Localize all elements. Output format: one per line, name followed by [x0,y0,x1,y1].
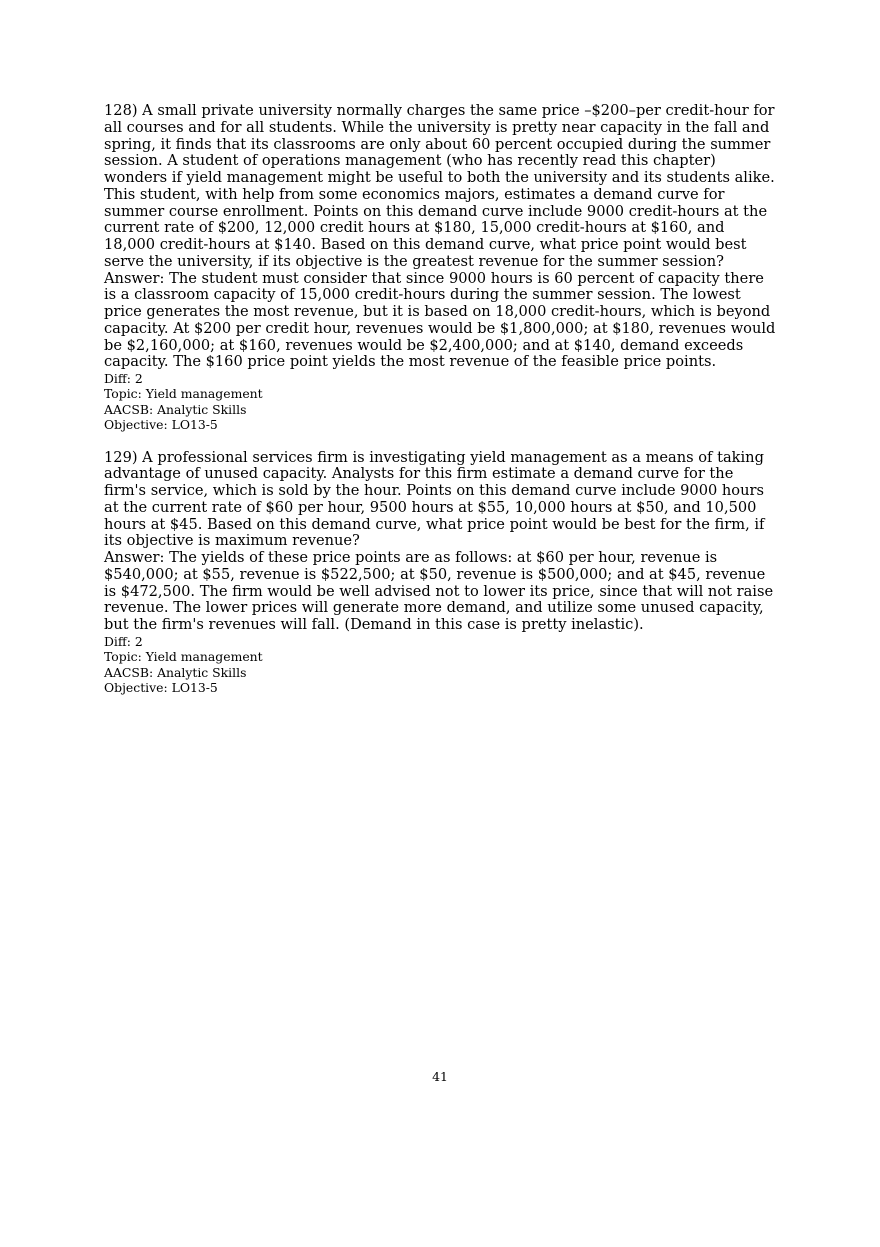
question-topic: Topic: Yield management [104,386,263,402]
question-aacsb: AACSB: Analytic Skills [104,664,247,680]
question-answer: Answer: The student must consider that since 9000 hours is 60 percent of capacity there is a classroom capacity of 15,000 credit-hours during the summer session. The lowest price generates the most revenue, but it is based on 18,000 credit-hours, which is beyond capacity. At $200 per credit hour, revenues would be $1,800,000; at $180, revenues would be $2,160,000; at $160, revenues would be $2,400,000; and at $140, demand exceeds capacity. The $160 price point yields the most revenue of the feasible price points. [104,269,776,371]
question-129 [104,450,780,696]
page-content [104,103,780,696]
question-objective: Objective: LO13-5 [104,417,218,433]
page-number: 41 [432,1069,448,1084]
question-topic: Topic: Yield management [104,649,263,665]
question-difficulty: Diff: 2 [104,633,143,649]
question-text: 128) A small private university normally charges the same price –$200–per credit-hour for all courses and for all students. While the university is pretty near capacity in the fall and spring, it finds that its classrooms are only about 60 percent occupied during the summer session. A student of operations management (who has recently read this chapter) wonders if yield management might be useful to both the university and its students alike. This student, with help from some economics majors, estimates a demand curve for summer course enrollment. Points on this demand curve include 9000 credit-hours at the current rate of $200, 12,000 credit hours at $180, 15,000 credit-hours at $160, and 18,000 credit-hours at $140. Based on this demand curve, what price point would best serve the university, if its objective is the greatest revenue for the summer session? [104,102,775,270]
question-aacsb: AACSB: Analytic Skills [104,401,247,417]
question-text: 129) A professional services firm is investigating yield management as a means of taking advantage of unused capacity. Analysts for this firm estimate a demand curve for the firm's service, which is sold by the hour. Points on this demand curve include 9000 hours at the current rate of $60 per hour, 9500 hours at $55, 10,000 hours at $50, and 10,500 hours at $45. Based on this demand curve, what price point would be best for the firm, if its objective is maximum revenue? [104,448,765,550]
question-128 [104,103,780,433]
question-answer: Answer: The yields of these price points are as follows: at $60 per hour, revenue is $540,000; at $55, revenue is $522,500; at $50, revenue is $500,000; and at $45, revenue is $472,500. The firm would be well advised not to lower its price, since that will not raise revenue. The lower prices will generate more demand, and utilize some unused capacity, but the firm's revenues will fall. (Demand in this case is pretty inelastic). [104,549,774,634]
question-difficulty: Diff: 2 [104,371,143,386]
question-objective: Objective: LO13-5 [104,680,218,696]
